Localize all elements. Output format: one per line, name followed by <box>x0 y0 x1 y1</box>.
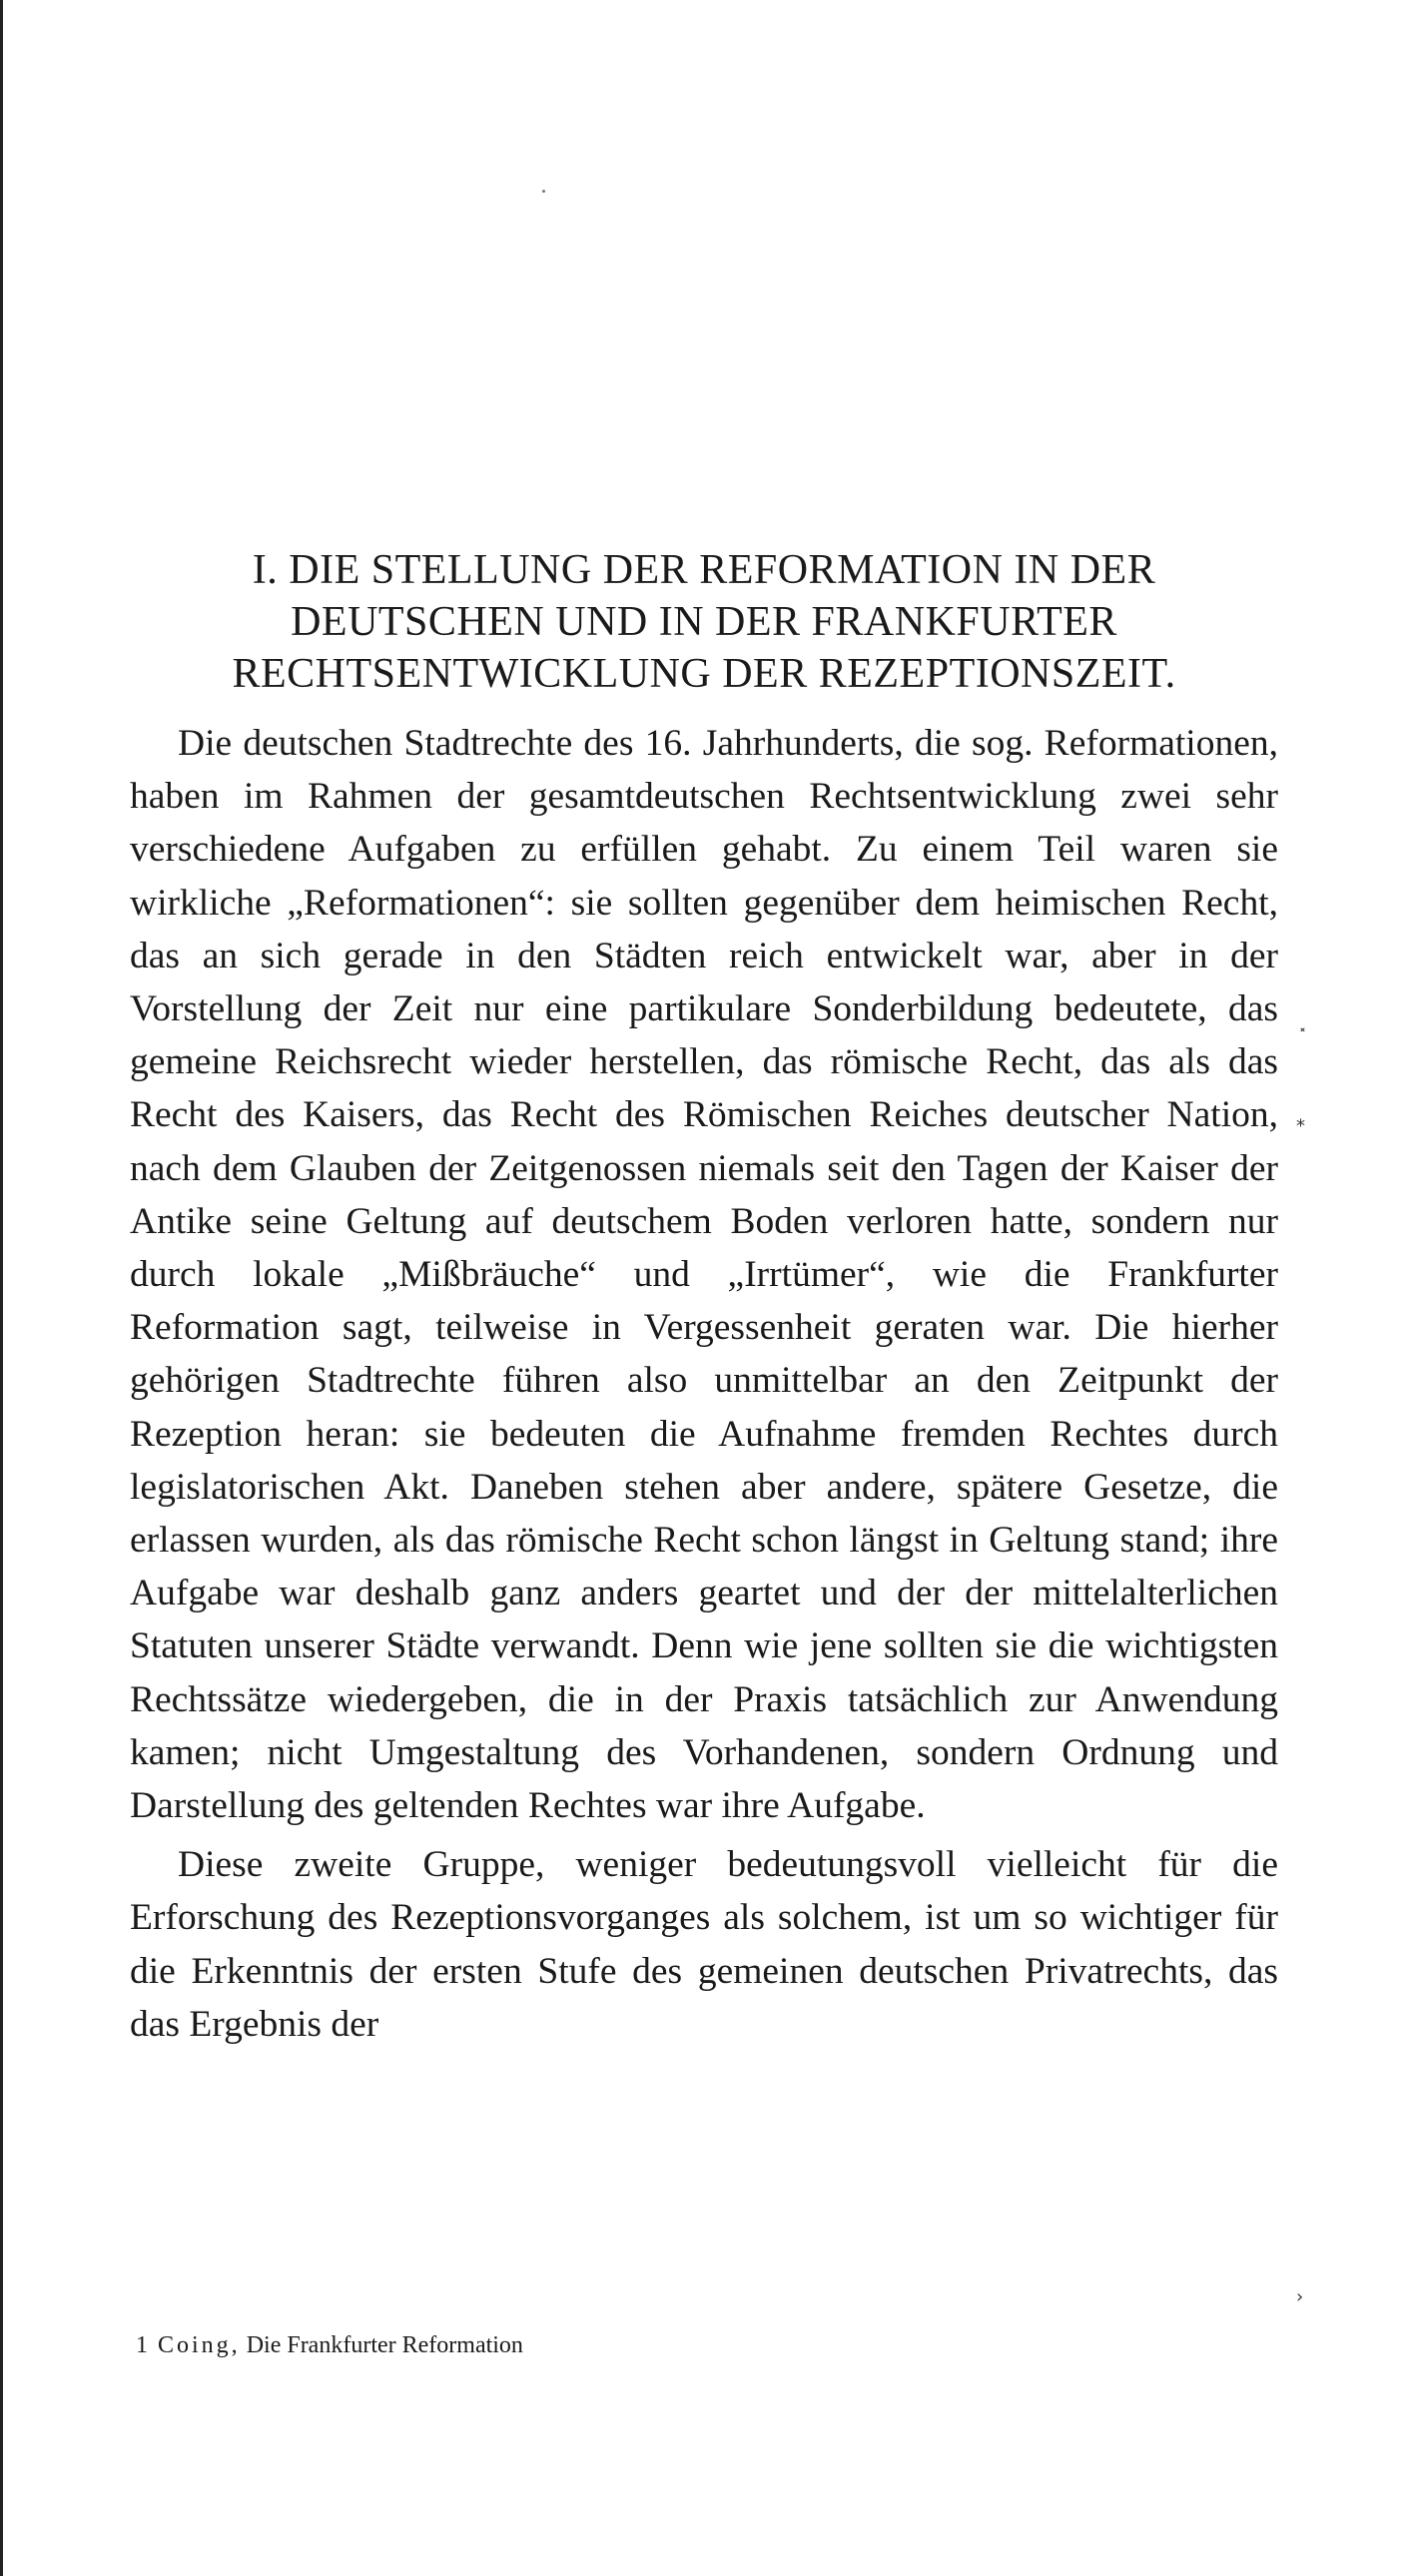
page-footer <box>136 2330 523 2360</box>
footer-author: Coing, <box>158 2332 241 2358</box>
footer-page-number: 1 <box>136 2332 148 2358</box>
footer-title: Die Frankfurter Reformation <box>246 2332 523 2358</box>
page-edge-shadow <box>0 0 3 2576</box>
paragraph-2: Diese zweite Gruppe, weniger bedeutungsvoll vielleicht für die Erforschung des Rezeptionsvorganges als solchem, ist um so wichtiger für die Erkenntnis der ersten Stufe des gemeinen deutschen Privatrechts, das das Ergebnis der <box>130 1844 1278 2045</box>
heading-line-1: I. DIE STELLUNG DER REFORMATION IN DER <box>252 547 1156 593</box>
paragraph-1: Die deutschen Stadtrechte des 16. Jahrhunderts, die sog. Reformationen, haben im Rahmen der gesamtdeutschen Rechtsentwicklung zwei sehr verschiedene Aufgaben zu erfüllen gehabt. Zu einem Teil waren sie wirkliche „Reformationen“: sie sollten gegenüber dem heimischen Recht, das an sich gerade in den Städten reich entwickelt war, aber in der Vorstellung der Zeit nur eine partikulare Sonderbildung bedeutete, das gemeine Reichsrecht wieder herstellen, das römische Recht, das als das Recht des Kaisers, das Recht des Römischen Reiches deutscher Nation, nach dem Glauben der Zeitgenossen niemals seit den Tagen der Kaiser der Antike seine Geltung auf deutschem Boden verloren hatte, sondern nur durch lokale „Mißbräuche“ und „Irrtümer“, wie die Frankfurter Reformation sagt, teilweise in Vergessenheit geraten war. Die hierher gehörigen Stadtrechte führen also unmittelbar an den Zeitpunkt der Rezeption heran: sie bedeuten die Aufnahme fremden Rechtes durch legislatorischen Akt. Daneben stehen aber andere, spätere Gesetze, die erlassen wurden, als das römische Recht schon längst in Geltung stand; ihre Aufgabe war deshalb ganz anders geartet und der der mittelalterlichen Statuten unserer Städte verwandt. Denn wie jene sollten sie die wichtigsten Rechtssätze wiedergeben, die in der Praxis tatsächlich zur Anwendung kamen; nicht Umgestaltung des Vorhandenen, sondern Ordnung und Darstellung des geltenden Rechtes war ihre Aufgabe. <box>130 723 1278 1827</box>
heading-line-2: DEUTSCHEN UND IN DER FRANKFURTER <box>291 599 1117 645</box>
heading-line-3: RECHTSENTWICKLUNG DER REZEPTIONSZEIT. <box>232 651 1176 697</box>
margin-mark-2: ⁎ <box>1296 1110 1305 1131</box>
margin-mark-1-visible: ˟ <box>1298 1026 1307 1047</box>
paper-speck <box>542 190 545 193</box>
margin-mark-3: › <box>1296 2286 1304 2307</box>
body-text <box>130 717 1278 2051</box>
chapter-heading <box>130 544 1278 700</box>
